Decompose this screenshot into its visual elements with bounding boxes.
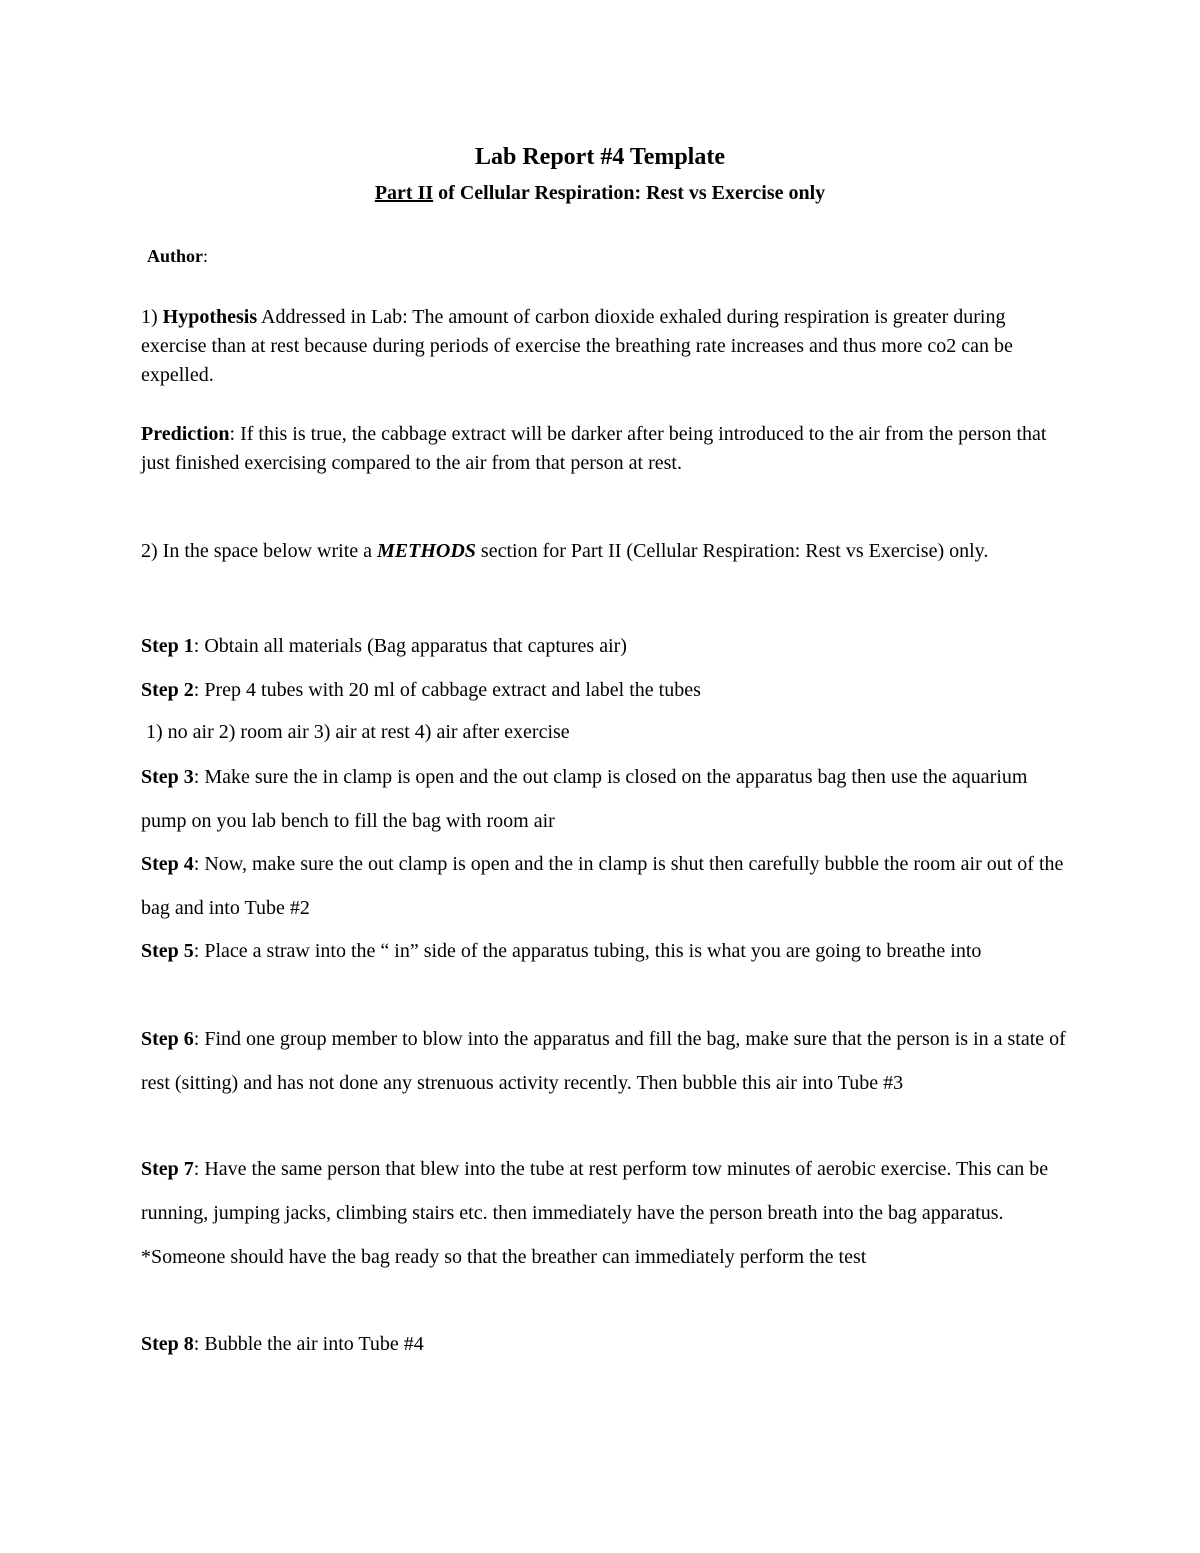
document-subtitle [0,178,1200,208]
hypothesis-label: Hypothesis [162,306,258,328]
document-title: Lab Report #4 Template [474,144,725,170]
step-text: : Prep 4 tubes with 20 ml of cabbage extract and label the tubes [193,679,701,701]
step-7 [141,1147,1071,1279]
methods-prompt-before: 2) In the space below write a [141,540,378,562]
step-label: Step 1 [141,635,194,657]
methods-prompt [141,537,1011,566]
step-text: : Make sure the in clamp is open and the out clamp is closed on the apparatus bag then use the aquarium pump on you lab bench to fill the bag with room air [141,766,1028,832]
step-4 [141,842,1071,930]
hypothesis-paragraph [141,303,1061,390]
step-text: : Place a straw into the “ in” side of the apparatus tubing, this is what you are going to breathe into [193,940,982,962]
step-8 [141,1322,1071,1366]
step-label: Step 8 [141,1333,194,1355]
step-text: : Bubble the air into Tube #4 [193,1333,424,1355]
prediction-text: : If this is true, the cabbage extract will be darker after being introduced to the air from the person that just finished exercising compared to the air from that person at rest. [141,423,1047,474]
prediction-label: Prediction [141,423,230,445]
step-label: Step 2 [141,679,194,701]
step-text: : Find one group member to blow into the apparatus and fill the bag, make sure that the person is in a state of rest (sitting) and has not done any strenuous activity recently. Then bubble this air into Tube #3 [141,1028,1066,1094]
author-line [147,242,208,270]
hypothesis-text: Addressed in Lab: The amount of carbon dioxide exhaled during respiration is greater during exercise than at rest because during periods of exercise the breathing rate increases and thus more co2 can be expelled. [141,306,1013,386]
step-label: Step 4 [141,853,194,875]
step-6 [141,1017,1071,1105]
step-text: : Now, make sure the out clamp is open and the in clamp is shut then carefully bubble the room air out of the bag and into Tube #2 [141,853,1064,919]
tube-labels-line: 1) no air 2) room air 3) air at rest 4) air after exercise [146,721,570,743]
step-label: Step 3 [141,766,194,788]
step-text: : Have the same person that blew into the tube at rest perform tow minutes of aerobic exercise. This can be running, jumping jacks, climbing stairs etc. then immediately have the person breath into the bag apparatus. *Someone should have the bag ready so that the breather can immediately perform the test [141,1158,1049,1268]
subtitle-part-label: Part II [374,182,434,204]
step-5 [141,929,1021,973]
step-label: Step 6 [141,1028,194,1050]
author-label: Author [147,246,204,266]
step-label: Step 5 [141,940,194,962]
step-2 [141,668,1071,712]
author-suffix: : [203,246,209,266]
step-1 [141,624,1071,668]
subtitle-text: of Cellular Respiration: Rest vs Exercise only [433,182,826,204]
methods-emphasis: METHODS [377,540,476,562]
hypothesis-number: 1) [141,306,163,328]
step-3 [141,755,1071,843]
step-label: Step 7 [141,1158,194,1180]
prediction-paragraph [141,420,1061,478]
step-text: : Obtain all materials (Bag apparatus that captures air) [193,635,627,657]
methods-prompt-after: section for Part II (Cellular Respiration: Rest vs Exercise) only. [475,540,989,562]
